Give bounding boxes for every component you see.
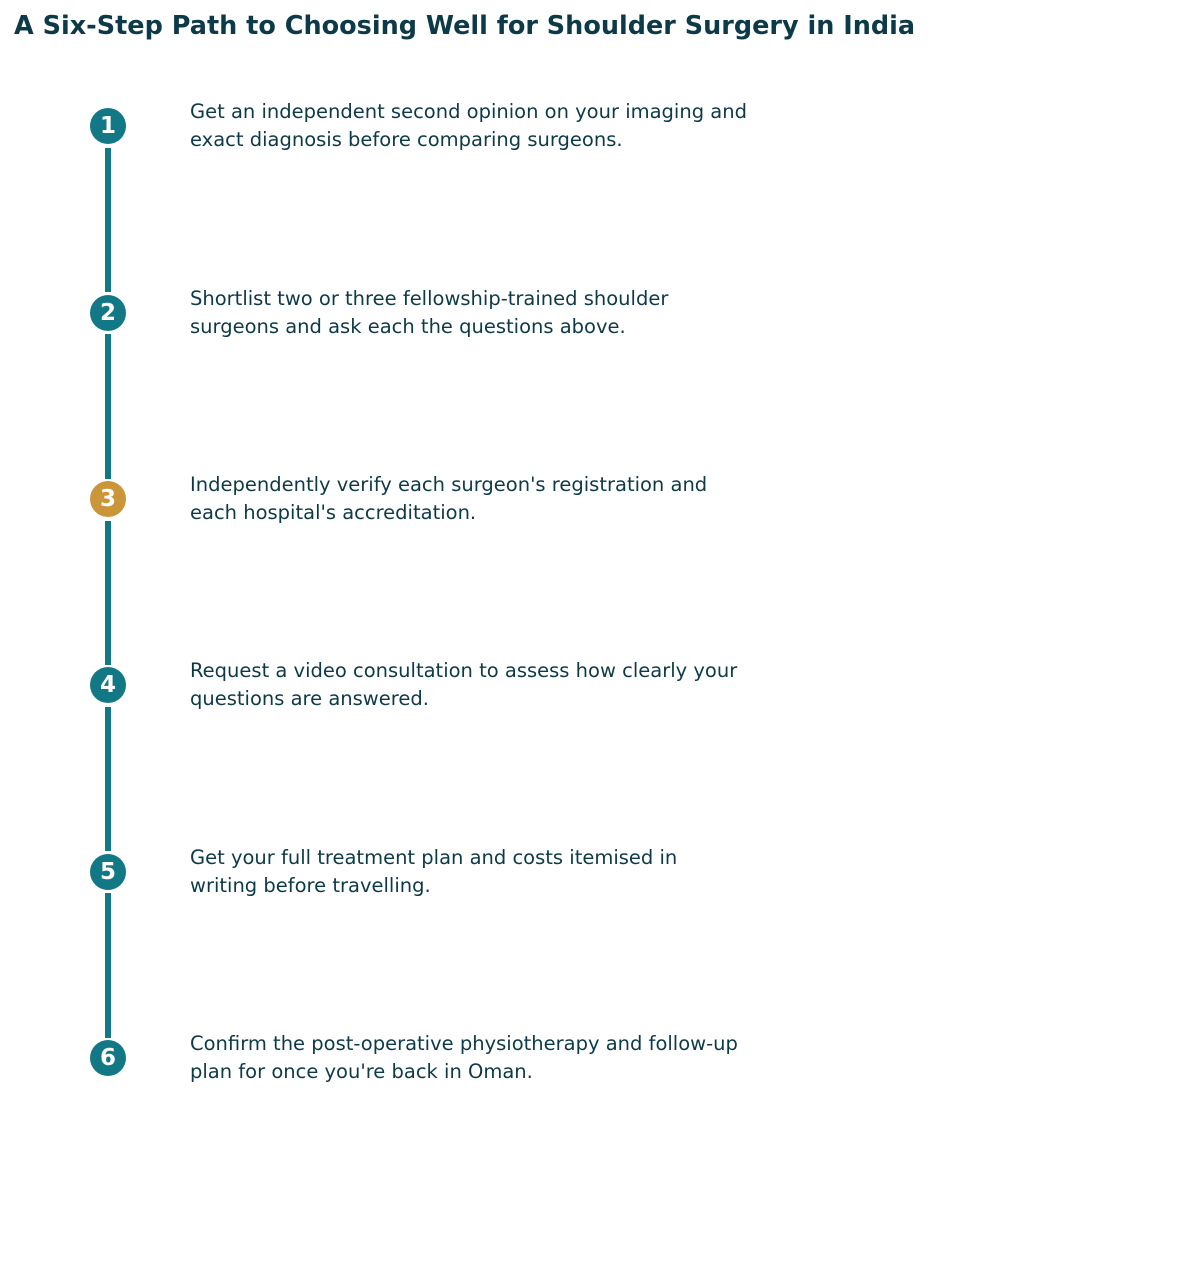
step-text: Independently verify each surgeon's registration and each hospital's accreditation. (190, 473, 708, 524)
step-number-badge: 3 (90, 481, 126, 517)
page-title: A Six-Step Path to Choosing Well for Shoulder Surgery in India (14, 11, 916, 41)
step-text: Confirm the post-operative physiotherapy and follow-up plan for once you're back in Oman. (190, 1032, 738, 1083)
step-number-badge: 4 (90, 667, 126, 703)
step-text: Get an independent second opinion on your imaging and exact diagnosis before comparing surgeons. (190, 100, 747, 151)
connector-line (105, 334, 111, 479)
step-number-badge: 2 (90, 295, 126, 331)
step-text: Get your full treatment plan and costs itemised in writing before travelling. (190, 846, 678, 897)
step-text: Request a video consultation to assess how clearly your questions are answered. (190, 659, 738, 710)
connector-line (105, 707, 111, 851)
connector-line (105, 521, 111, 665)
connector-line (105, 148, 111, 292)
step-number-badge: 1 (90, 108, 126, 144)
step-number-badge: 5 (90, 854, 126, 890)
step-text: Shortlist two or three fellowship-trained shoulder surgeons and ask each the questions above. (190, 287, 669, 338)
connector-line (105, 893, 111, 1038)
step-number-badge: 6 (90, 1040, 126, 1076)
